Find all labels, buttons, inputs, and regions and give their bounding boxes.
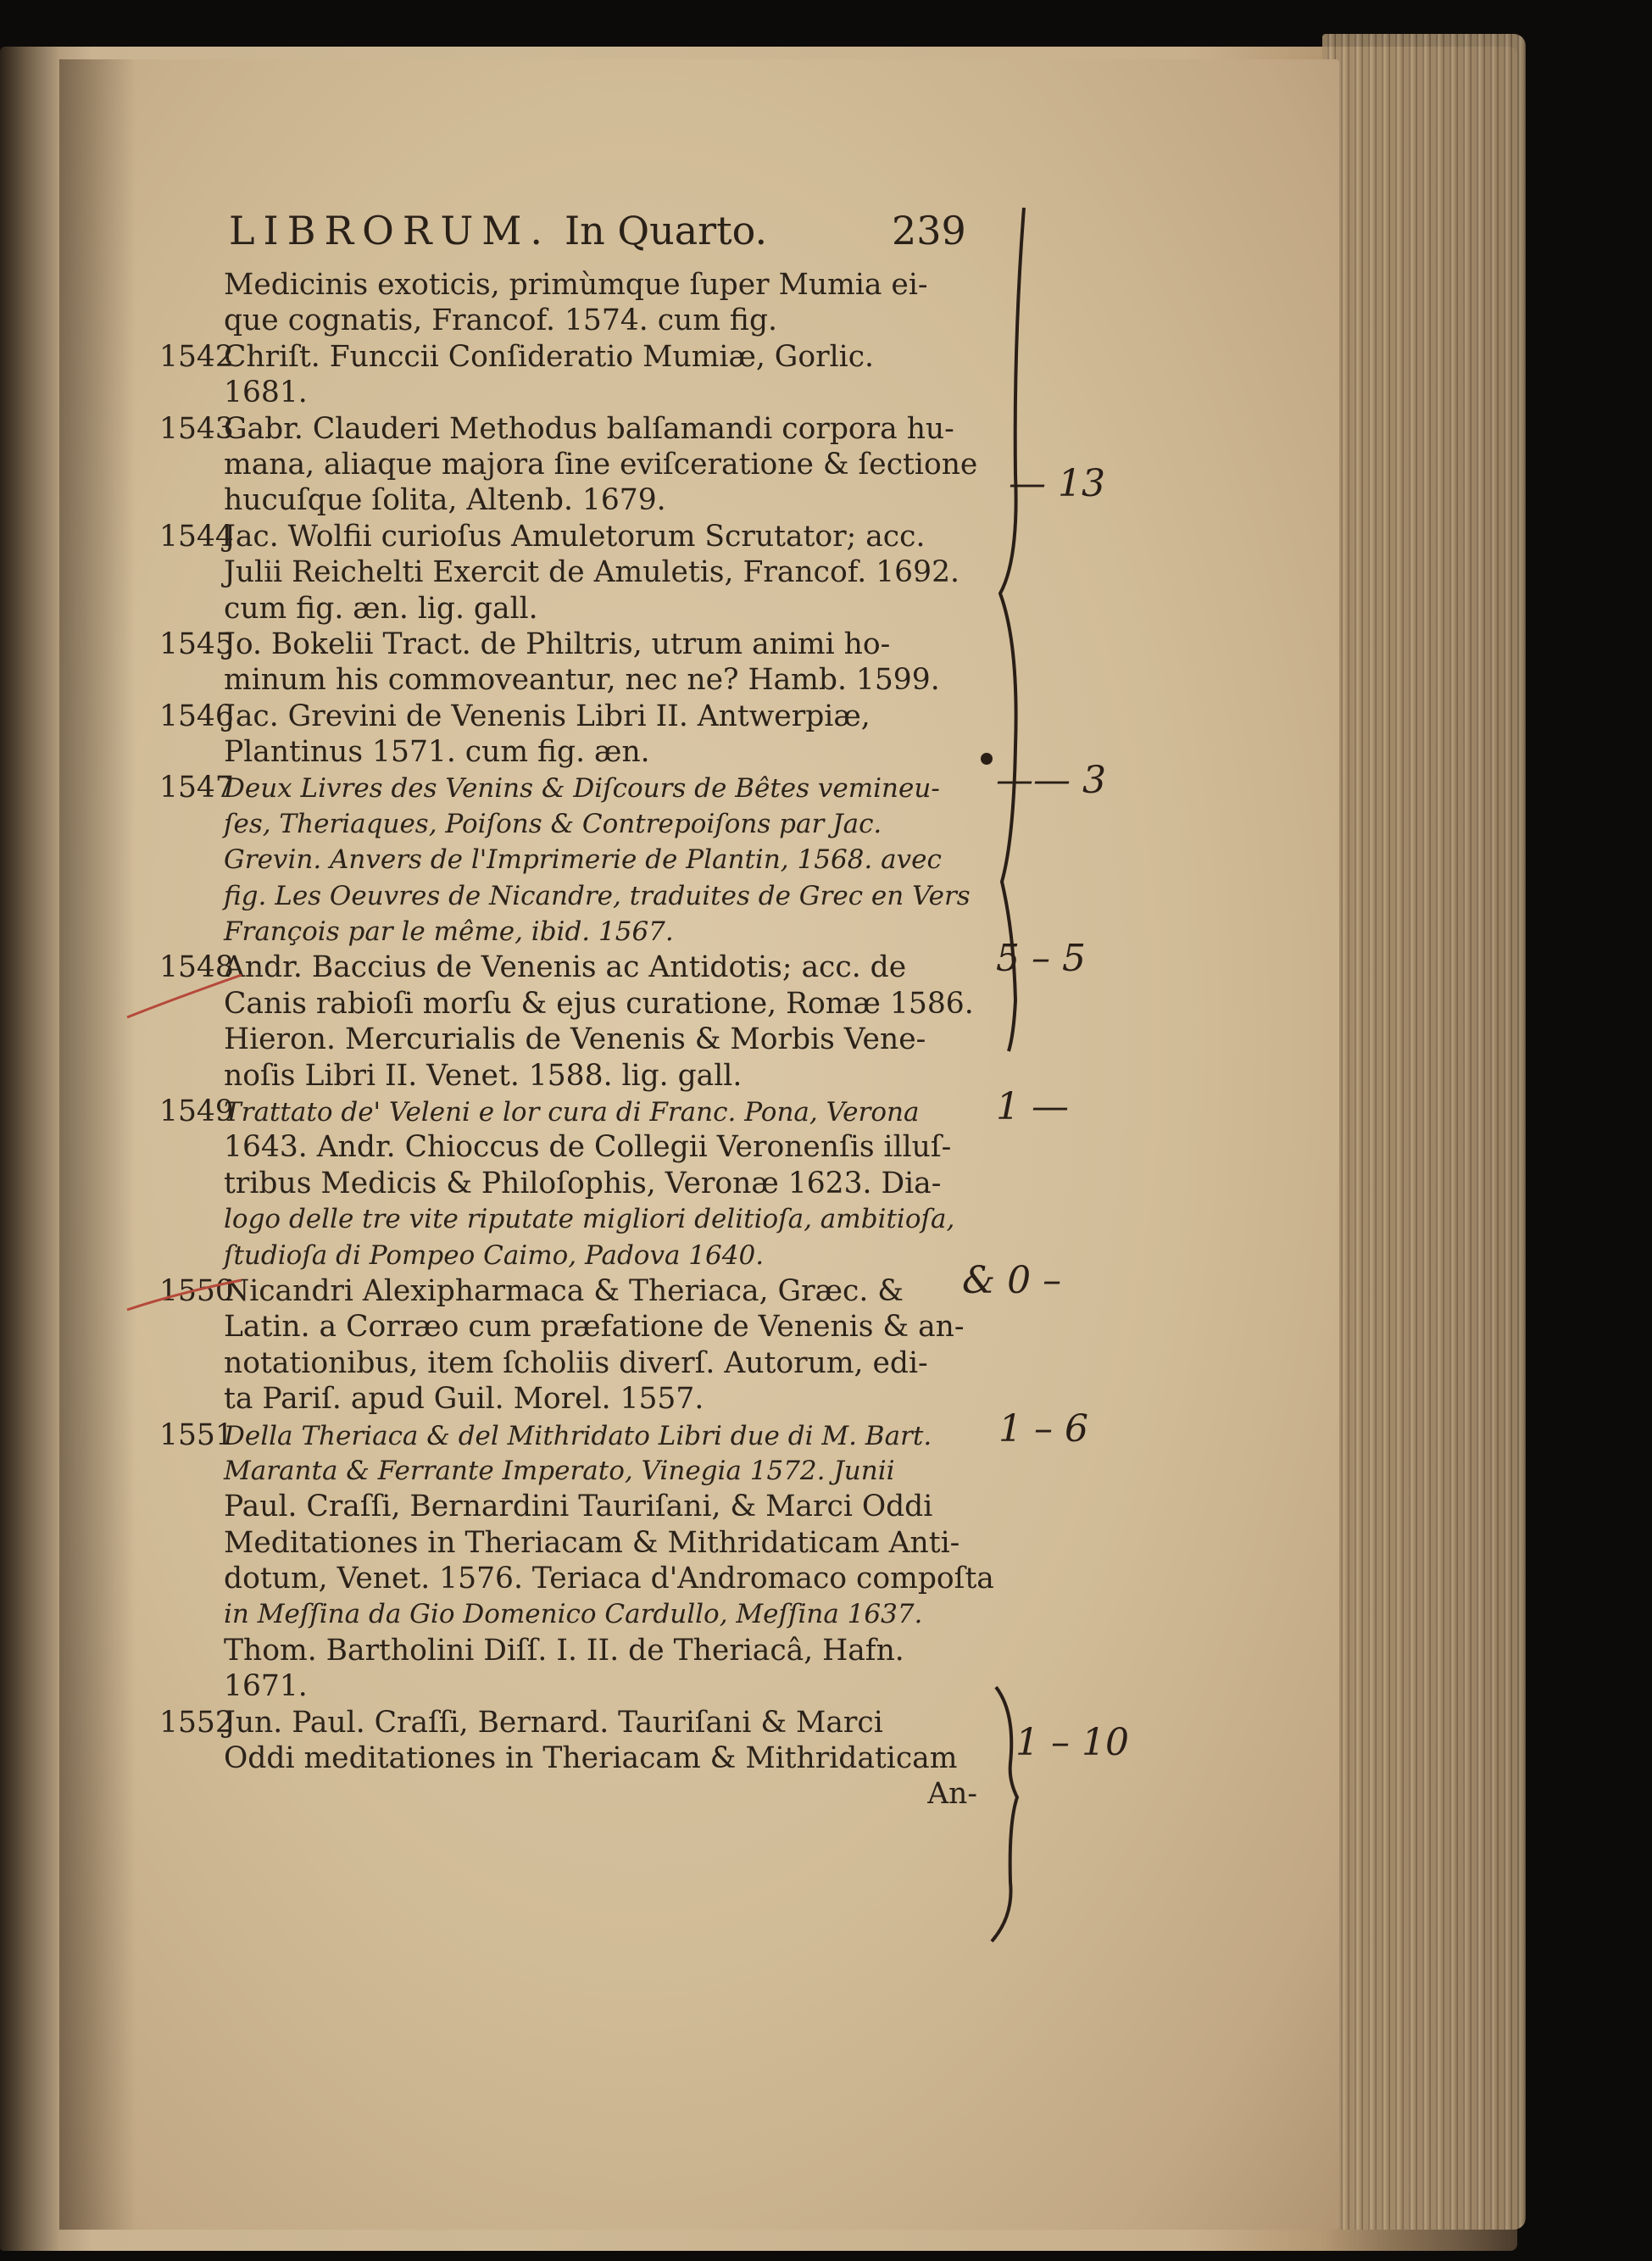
entry-number: 1551 [159, 1417, 234, 1452]
entry-number: 1544 [159, 519, 234, 554]
entry-line: Thom. Bartholini Diſſ. I. II. de Theriacâ, Hafn. [224, 1633, 904, 1668]
entry-number: 1543 [159, 411, 234, 446]
entry-line: ſtudioſa di Pompeo Caimo, Padova 1640. [224, 1239, 765, 1271]
page-number: 239 [892, 208, 966, 253]
annotation-price-5: & 0 – [962, 1259, 1062, 1302]
entry-line: Andr. Baccius de Venenis ac Antidotis; acc. de [224, 950, 907, 985]
entry-line: dotum, Venet. 1576. Teriaca d'Andromaco compoſta [224, 1562, 994, 1596]
entry-line: Medicinis exoticis, primùmque ſuper Mumia ei- [224, 268, 928, 302]
entry-number: 1545 [159, 627, 234, 661]
entry-line: Oddi meditationes in Theriacam & Mithridaticam [224, 1741, 958, 1776]
entry-line: ta Pariſ. apud Guil. Morel. 1557. [224, 1382, 704, 1417]
red-tick-1548 [127, 975, 242, 1017]
entry-line: Jac. Wolfii curioſus Amuletorum Scrutator; acc. [224, 519, 926, 554]
entry-line: Gabr. Clauderi Methodus balſamandi corpora hu- [224, 411, 954, 446]
entry-line: 1671. [224, 1669, 308, 1704]
entry-line: Jac. Grevini de Venenis Libri II. Antwerpiæ, [224, 699, 870, 733]
entry-line: Paul. Craſſi, Bernardini Tauriſani, & Marci Oddi [224, 1490, 933, 1524]
entry-line: Grevin. Anvers de l'Imprimerie de Plantin, 1568. avec [224, 844, 942, 876]
entry-number: 1552 [159, 1705, 234, 1740]
entry-line: Deux Livres des Venins & Diſcours de Bêtes vemineu- [224, 773, 940, 805]
entry-line: 1643. Andr. Chioccus de Collegii Veronenſis illuſ- [224, 1130, 952, 1165]
entry-number: 1549 [159, 1094, 234, 1128]
entry-line: Plantinus 1571. cum fig. æn. [224, 735, 650, 770]
entry-line: Canis rabioſi morſu & ejus curatione, Romæ 1586. [224, 986, 974, 1021]
entry-line: Nicandri Alexipharmaca & Theriaca, Græc. & [224, 1273, 904, 1308]
entry-line: minum his commoveantur, nec ne? Hamb. 1599. [224, 663, 940, 698]
entry-line: hucuſque ſolita, Altenb. 1679. [224, 483, 666, 518]
entry-number: 1542 [159, 339, 234, 374]
entry-line: Jun. Paul. Craſſi, Bernard. Tauriſani & Marci [224, 1705, 883, 1740]
entry-line: in Meſſina da Gio Domenico Cardullo, Meſſina 1637. [224, 1599, 923, 1630]
entry-number: 1548 [159, 950, 234, 985]
annotation-price-3: 5 – 5 [996, 937, 1086, 980]
entry-line: Chriſt. Funccii Conſideratio Mumiæ, Gorlic. [224, 339, 874, 374]
annotation-price-4: 1 — [996, 1085, 1069, 1128]
entry-number: 1547 [159, 771, 234, 805]
entry-line: Jo. Bokelii Tract. de Philtris, utrum animi ho- [224, 627, 891, 661]
entry-line: Trattato de' Veleni e lor cura di Franc. Pona, Verona [224, 1096, 920, 1128]
entry-line: Julii Reichelti Exercit de Amuletis, Francof. 1692. [224, 555, 959, 590]
entry-line: cum fig. æn. lig. gall. [224, 591, 538, 626]
entry-line: Latin. a Corræo cum præfatione de Venenis & an- [224, 1310, 965, 1345]
annotation-price-6: 1 – 6 [998, 1407, 1088, 1451]
entry-line: notationibus, item ſcholiis diverſ. Autorum, edi- [224, 1345, 928, 1380]
catchword: An- [927, 1777, 977, 1812]
entry-line: 1681. [224, 376, 308, 410]
entry-line: Hieron. Mercurialis de Venenis & Morbis Vene- [224, 1022, 926, 1057]
entry-line: fig. Les Oeuvres de Nicandre, traduites de Grec en Vers [224, 880, 971, 911]
annotation-price-7: 1 – 10 [1015, 1721, 1129, 1764]
entry-line: tribus Medicis & Philoſophis, Veronæ 1623. Dia- [224, 1166, 942, 1200]
entry-line: Meditationes in Theriacam & Mithridaticam Anti- [224, 1525, 960, 1560]
red-tick-1550 [127, 1280, 242, 1310]
entry-line: Della Theriaca & del Mithridato Libri due di M. Bart. [224, 1420, 932, 1451]
entry-number: 1546 [159, 699, 234, 733]
running-head-subtitle: In Quarto. [565, 208, 768, 253]
entry-line: ſes, Theriaques, Poiſons & Contrepoiſons par Jac. [224, 808, 882, 839]
annotation-price-1: — 13 [1009, 462, 1105, 505]
annotation-price-2: —— 3 [996, 759, 1106, 802]
entry-line: logo delle tre vite riputate migliori delitioſa, ambitioſa, [224, 1204, 955, 1235]
entry-line: que cognatis, Francof. 1574. cum fig. [224, 304, 777, 338]
running-head-title: LIBRORUM. [229, 208, 551, 253]
entry-line: François par le même, ibid. 1567. [224, 916, 674, 948]
entry-line: mana, aliaque majora ſine eviſceratione & ſectione [224, 447, 978, 482]
entry-line: noſis Libri II. Venet. 1588. lig. gall. [224, 1058, 743, 1093]
entry-number: 1550 [159, 1273, 234, 1308]
entry-line: Maranta & Ferrante Imperato, Vinegia 1572. Junii [224, 1455, 895, 1486]
